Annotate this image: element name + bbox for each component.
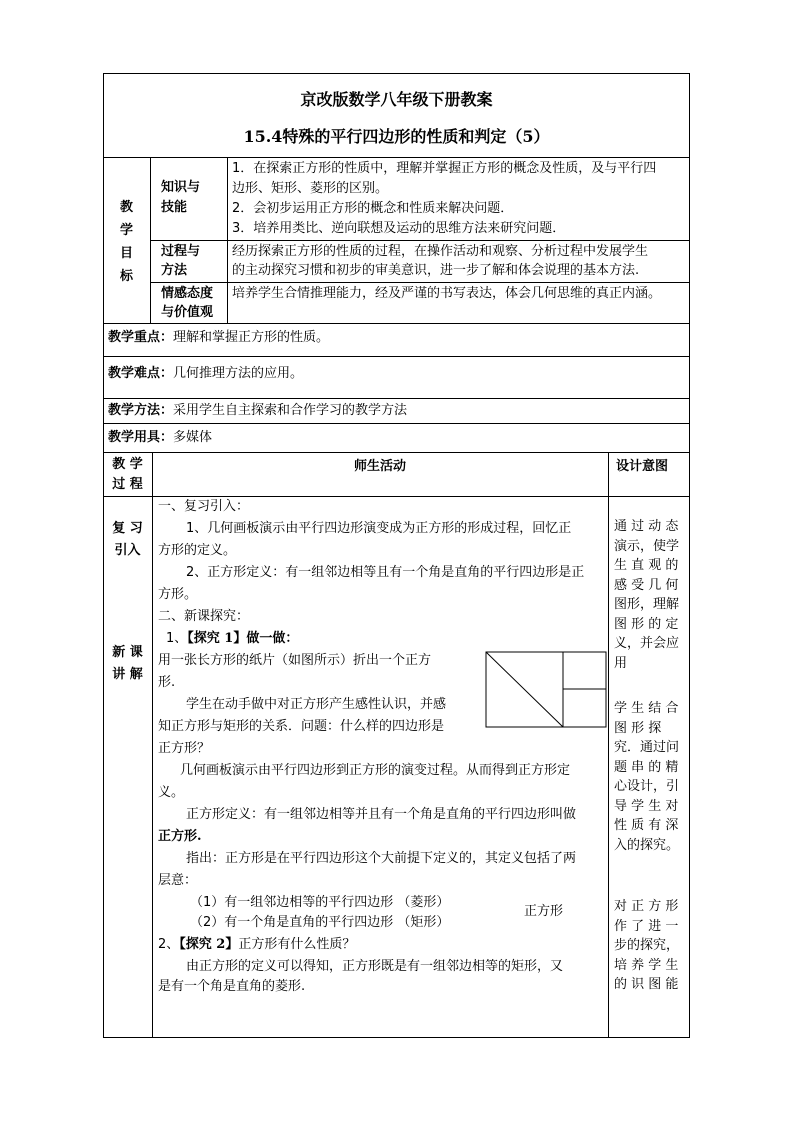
divider [150,157,151,323]
activity-line: 知正方形与矩形的关系．问题：什么样的四边形是 [158,719,445,734]
activity-line: 义。 [158,785,185,800]
intent-paragraph [614,897,686,995]
explore-2-text: 正方形有什么性质？ [238,937,356,952]
intent-line: 演示，使学 [614,538,680,554]
key-point-row [108,328,329,348]
process-label: 方法 [161,263,188,278]
divider [608,452,609,1038]
activity-line: （1）有一组邻边相等的平行四边形 （菱形） [190,895,450,910]
divider [103,356,690,357]
intent-line: 的 识 图 能 [614,977,679,992]
activity-line: 方形。 [158,587,198,602]
explore-1-heading [166,629,298,649]
objectives-label-char: 目 [119,246,133,261]
attitude-text: 培养学生合情推理能力，经及严谨的书写表达，体会几何思维的真正内涵。 [232,286,662,301]
activity-line: 正方形？ [158,741,211,756]
method-label: 教学方法： [108,403,174,418]
divider [103,157,690,158]
knowledge-label: 技能 [161,200,188,215]
objectives-label-char: 教 [119,200,133,215]
difficulty-text: 几何推理方法的应用。 [173,366,304,381]
knowledge-text: 2．会初步运用正方形的概念和性质来解决问题． [232,201,514,216]
objectives-label-char: 学 [119,223,133,238]
intent-line: 学 生 结 合 [614,701,679,716]
intent-line: 图 形 探 [614,720,662,736]
stage-review: 引入 [114,543,141,558]
process-text: 经历探索正方形的性质的过程，在操作活动和观察、分析过程中发展学生 [232,244,649,259]
process-header-col1: 过 程 [112,477,143,492]
activity-line: 是有一个角是直角的菱形. [158,979,306,994]
intent-column [614,517,686,995]
stage-new: 讲 解 [112,667,143,682]
activity-line: 正方形. [158,829,202,844]
intent-line: 题 串 的 精 [614,759,679,775]
lesson-subtitle: 15.4特殊的平行四边形的性质和判定（5） [243,127,550,146]
explore-2-heading [158,935,355,955]
intent-line: 义，并会应 [614,636,680,651]
intent-line: 对 正 方 形 [614,899,679,914]
activity-line: 1、几何画板演示由平行四边形演变成为正方形的形成过程，回忆正 [186,521,572,536]
divider [150,240,690,241]
key-point-label: 教学重点： [108,330,174,345]
activity-line: 形. [158,675,176,690]
process-header-intent: 设计意图 [616,459,669,474]
tools-label: 教学用具： [108,430,174,445]
document-title: 京改版数学八年级下册教案 [300,90,493,109]
intent-line: 步的探究， [614,938,680,953]
process-label: 过程与 [161,244,201,259]
stage-new: 新 课 [112,645,143,660]
objectives-label-char: 标 [119,269,133,284]
intent-line: 入的探究。 [614,837,680,853]
knowledge-text: 3．培养用类比、逆向联想及运动的思维方法来研究问题． [232,221,566,236]
stage-review: 复 习 [112,521,143,536]
divider [152,452,153,1038]
divider [227,157,228,323]
explore-2-num: 2、 [158,937,180,952]
divider [103,398,690,399]
activity-line: 2、正方形定义：有一组邻边相等且有一个角是直角的平行四边形是正 [186,565,585,580]
intent-line: 培 养 学 生 [614,957,679,973]
divider [103,423,690,424]
divider [103,452,690,453]
tools-row [108,428,212,448]
intent-line: 图形，理解 [614,597,680,612]
intent-line: 图 形 的 定 [614,616,679,632]
intent-line: 生 直 观 的 [614,558,679,573]
tools-text: 多媒体 [173,430,213,445]
divider [103,323,690,324]
folded-paper-figure [484,651,608,729]
intent-line: 究．通过问 [614,740,680,755]
activity-line: 正方形定义：有一组邻边相等并且有一个角是直角的平行四边形叫做 [186,807,577,822]
activity-line: 学生在动手做中对正方形产生感性认识，并感 [186,697,447,712]
knowledge-text: 边形、矩形、菱形的区别。 [232,181,389,196]
difficulty-label: 教学难点： [108,366,174,381]
activity-line: 几何画板演示由平行四边形到正方形的演变过程。从而得到正方形定 [180,763,571,778]
key-point-text: 理解和掌握正方形的性质。 [173,330,330,345]
intent-line: 用 [614,655,628,671]
square-label: 正方形 [524,904,564,919]
intent-line: 作 了 进 一 [614,918,679,934]
knowledge-text: 1．在探索正方形的性质中，理解并掌握正方形的概念及性质，及与平行四 [232,161,657,176]
explore-2-title: 【探究 2】 [179,937,239,952]
explore-1-title: 【探究 1】做一做： [187,631,299,646]
attitude-label: 情感态度 [161,286,214,301]
activity-line: 二、新课探究： [158,609,250,624]
activity-line: 由正方形的定义可以得知，正方形既是有一组邻边相等的矩形，又 [186,959,564,974]
activity-line: 用一张长方形的纸片（如图所示）折出一个正方 [158,653,432,668]
method-row [108,401,407,421]
divider [150,282,690,283]
explore-1-num: 1、 [166,631,188,646]
intent-paragraph [614,517,686,673]
activity-line: 方形的定义。 [158,543,237,558]
process-text: 的主动探究习惯和初步的审美意识，进一步了解和体会说理的基本方法. [232,263,640,278]
intent-line: 性 质 有 深 [614,818,679,833]
activity-line: 层意： [158,873,198,888]
activity-line: （2）有一个角是直角的平行四边形 （矩形） [190,915,450,930]
activity-line: 一、复习引入： [158,499,250,514]
intent-paragraph [614,699,686,855]
intent-line: 心设计，引 [614,779,680,794]
process-header-activity: 师生活动 [353,459,406,474]
intent-line: 通 过 动 态 [614,519,679,534]
method-text: 采用学生自主探索和合作学习的教学方法 [173,403,408,418]
intent-line: 导 学 生 对 [614,798,679,814]
difficulty-row [108,364,303,384]
process-header-col1: 教 学 [112,457,143,472]
activity-line: 指出：正方形是在平行四边形这个大前提下定义的，其定义包括了两 [186,851,577,866]
intent-line: 感 受 几 何 [614,577,679,593]
attitude-label: 与价值观 [161,305,214,320]
knowledge-label: 知识与 [161,180,201,195]
